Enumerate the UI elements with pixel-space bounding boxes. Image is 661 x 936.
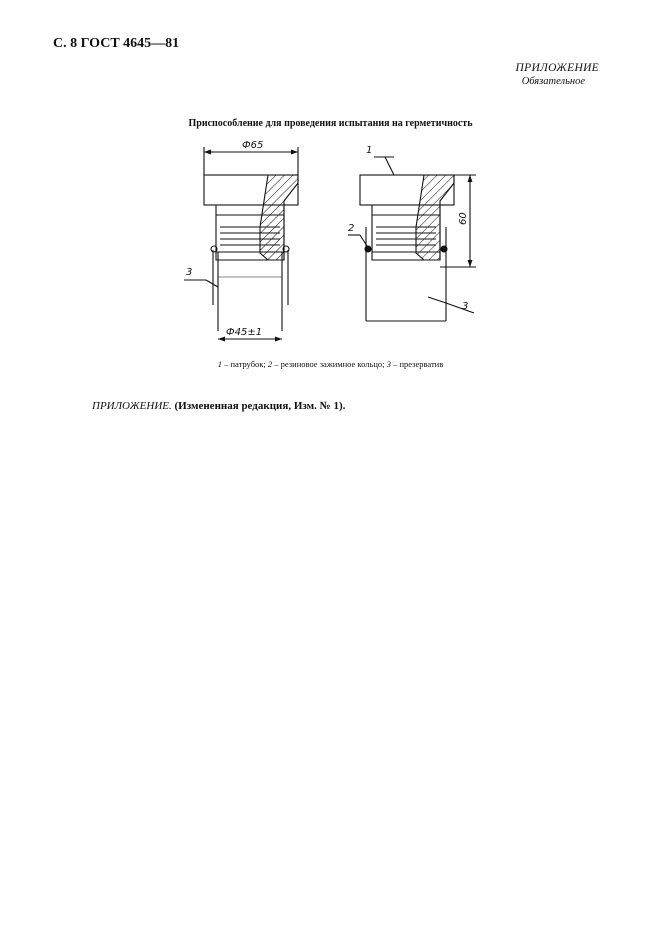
note-appendix-label: ПРИЛОЖЕНИЕ. bbox=[92, 400, 172, 412]
right-view bbox=[348, 157, 476, 321]
note-amendment-text: (Измененная редакция, Изм. № 1). bbox=[174, 400, 346, 412]
left-view bbox=[184, 147, 298, 342]
callout-3-left: 3 bbox=[186, 267, 193, 278]
callout-1: 1 bbox=[366, 145, 373, 156]
dim-label-top: Ф65 bbox=[242, 140, 264, 151]
amendment-note bbox=[92, 400, 345, 412]
callout-3-right: 3 bbox=[462, 301, 469, 312]
figure-title: Приспособление для проведения испытания на герметичность bbox=[188, 118, 473, 129]
legend-text-2: резиновое зажимное кольцо bbox=[280, 359, 383, 369]
legend-num-3: 3 bbox=[386, 359, 391, 369]
legend-num-1: 1 bbox=[217, 359, 222, 369]
fixture-drawing bbox=[180, 135, 500, 350]
appendix-subtitle: Обязательное bbox=[521, 76, 585, 87]
legend-text-1: патрубок bbox=[230, 359, 264, 369]
page-header: С. 8 ГОСТ 4645—81 bbox=[53, 36, 180, 51]
figure-caption: 1 – патрубок; 2 – резиновое зажимное кольцо; 3 – презерватив bbox=[217, 359, 444, 369]
callout-2: 2 bbox=[348, 223, 355, 234]
legend-num-2: 2 bbox=[267, 359, 273, 369]
dim-label-height: 60 bbox=[458, 212, 469, 225]
appendix-title: ПРИЛОЖЕНИЕ bbox=[515, 62, 599, 74]
dim-label-bottom: Ф45±1 bbox=[226, 327, 263, 338]
legend-text-3: презерватив bbox=[399, 359, 444, 369]
